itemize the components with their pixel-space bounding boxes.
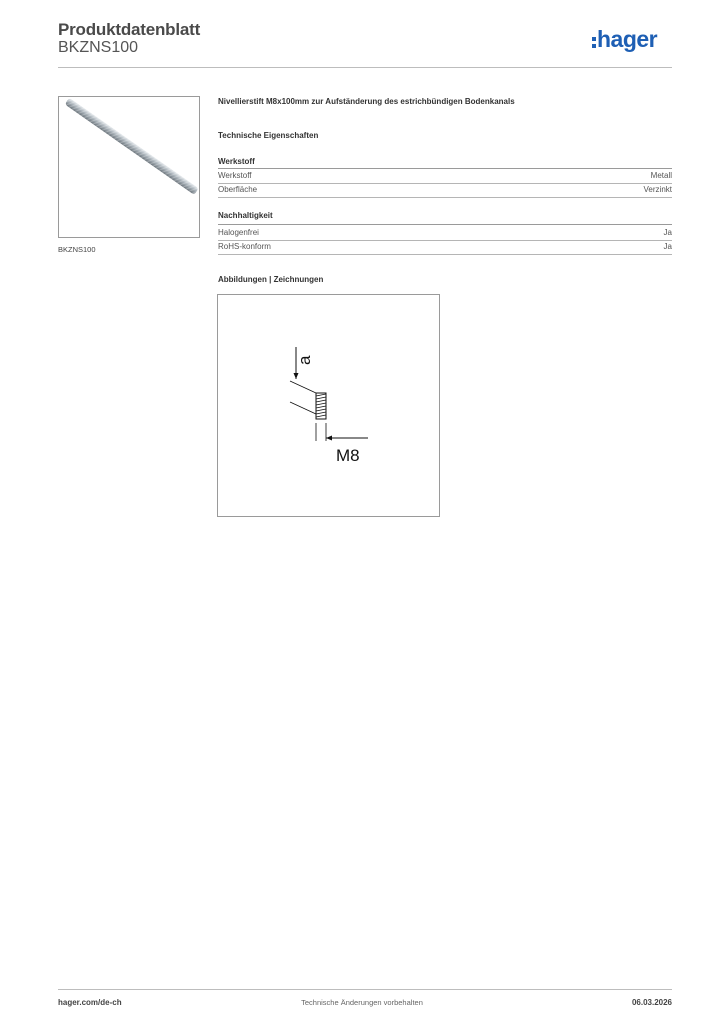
property-value: Ja: [663, 228, 672, 237]
property-row-surface: [218, 184, 672, 198]
threaded-rod-icon: [59, 97, 199, 237]
footer-divider: [58, 989, 672, 990]
dimension-label-a: a: [295, 355, 314, 365]
property-row-halogen-free: [218, 227, 672, 241]
technical-drawing: [217, 294, 440, 517]
group-divider: [218, 168, 672, 169]
page-title: Produktdatenblatt: [58, 20, 201, 39]
footer-website-link[interactable]: hager.com/de-ch: [58, 998, 122, 1007]
header-divider: [58, 67, 672, 68]
row-divider: [218, 254, 672, 255]
property-value: Ja: [663, 242, 672, 251]
product-description: Nivellierstift M8x100mm zur Aufständerung des estrichbündigen Bodenkanals: [218, 97, 515, 106]
row-divider: [218, 197, 672, 198]
group-title-material: Werkstoff: [218, 157, 255, 166]
drawings-title: Abbildungen | Zeichnungen: [218, 275, 324, 284]
logo-text: hager: [597, 26, 658, 52]
property-label: Werkstoff: [218, 171, 252, 180]
section-title-properties: Technische Eigenschaften: [218, 131, 319, 140]
group-divider: [218, 224, 672, 225]
property-value: Metall: [650, 171, 672, 180]
product-code: BKZNS100: [58, 39, 139, 56]
property-label: Halogenfrei: [218, 228, 259, 237]
property-label: RoHS-konform: [218, 242, 271, 251]
group-title-sustainability: Nachhaltigkeit: [218, 211, 273, 220]
dimension-label-m8: M8: [336, 446, 360, 465]
footer-notice: Technische Änderungen vorbehalten: [301, 998, 423, 1007]
property-row-rohs: [218, 241, 672, 255]
dimension-drawing-icon: [218, 295, 439, 516]
product-image: [58, 96, 200, 238]
footer-date: 06.03.2026: [631, 998, 672, 1007]
property-row-material: [218, 170, 672, 184]
product-caption: BKZNS100: [58, 245, 96, 254]
property-value: Verzinkt: [643, 185, 672, 194]
property-label: Oberfläche: [218, 185, 258, 194]
